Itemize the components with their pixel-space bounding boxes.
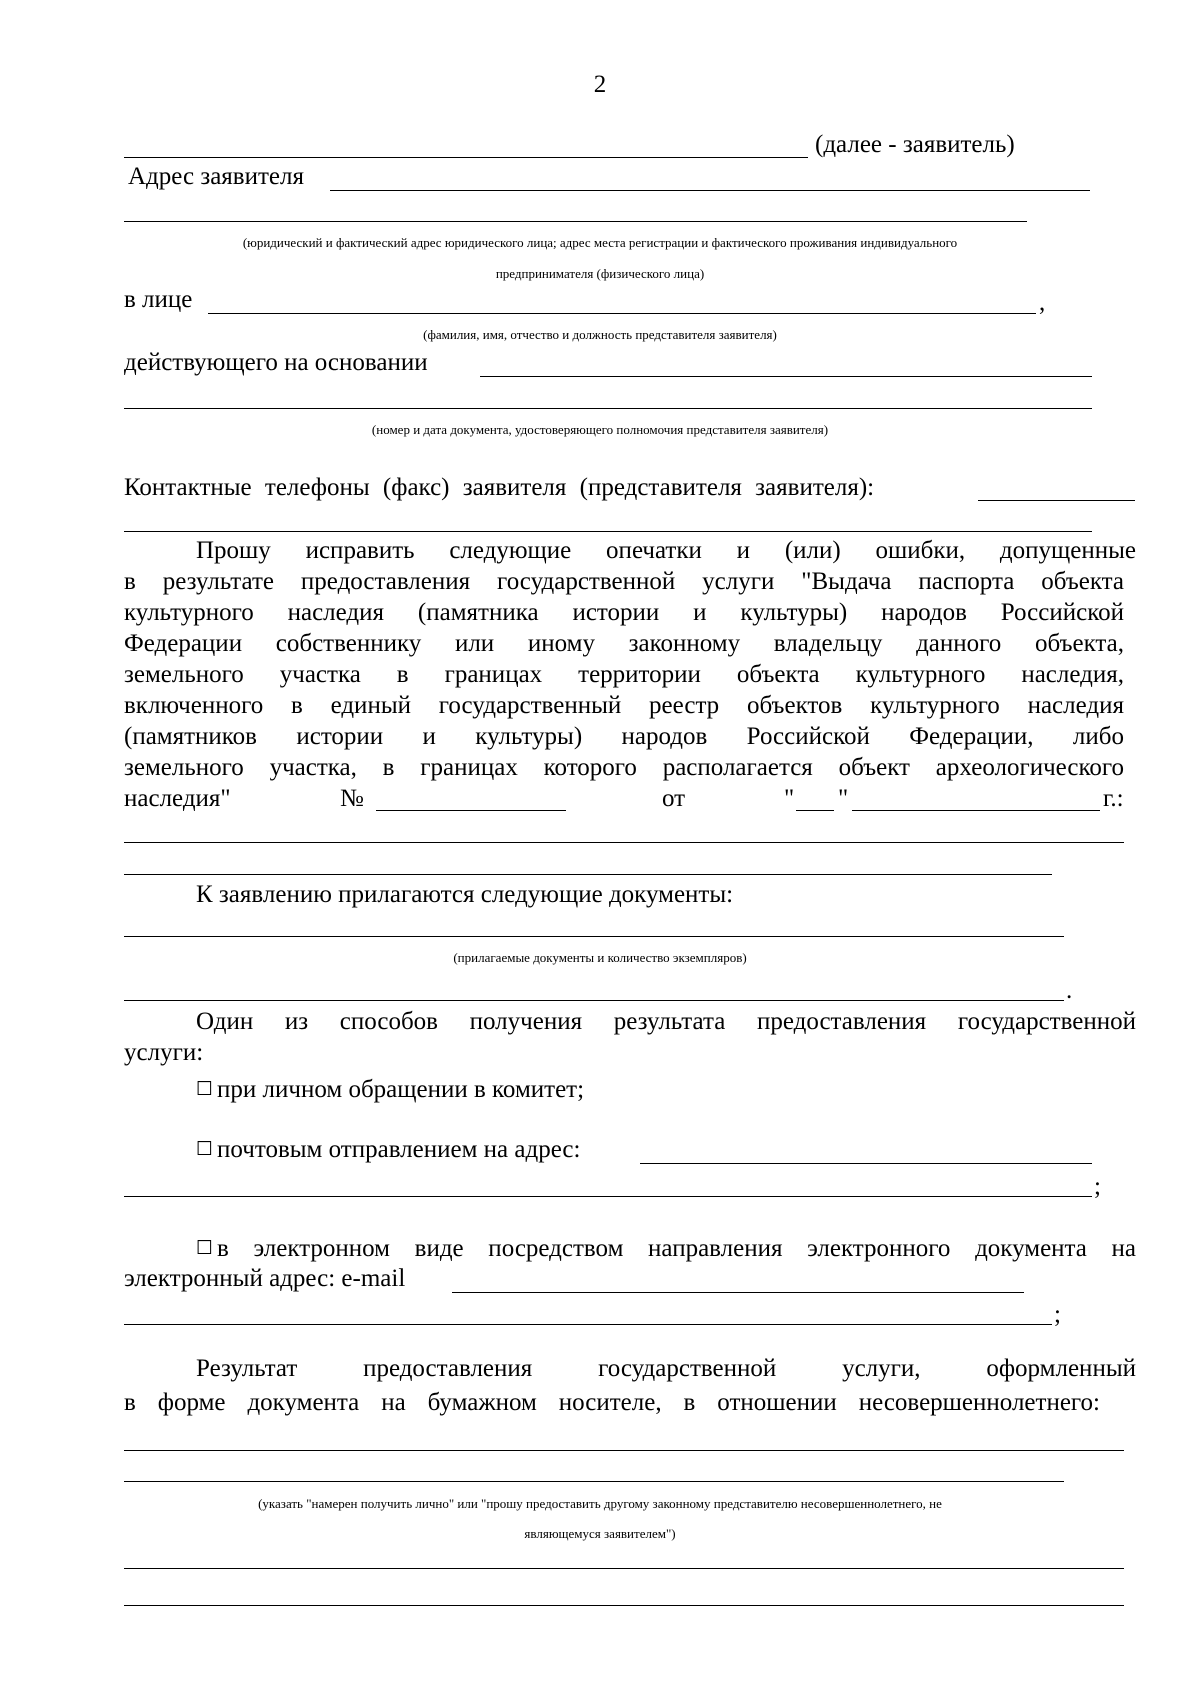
request-line-3: культурного наследия (памятника истории и культуры) народов Российской <box>124 599 1124 626</box>
address-line[interactable] <box>330 190 1090 191</box>
basis-note: (номер и дата документа, удостоверяющего полномочия представителя заявителя) <box>371 422 829 437</box>
request-line-1: Прошу исправить следующие опечатки и (или) ошибки, допущенные <box>196 537 1136 564</box>
address-note-1: (юридический и фактический адрес юридического лица; адрес места регистрации и фактического проживания индивидуального <box>242 235 958 250</box>
number-sign: № <box>340 785 364 812</box>
option-post[interactable] <box>196 1137 580 1162</box>
option-post-label: почтовым отправлением на адрес: <box>217 1136 581 1163</box>
option-personal-label: при личном обращении в комитет; <box>217 1076 585 1103</box>
result-line-a[interactable] <box>124 1450 1124 1451</box>
address-line-2[interactable] <box>124 221 1027 222</box>
request-line-2: в результате предоставления государственной услуги "Выдача паспорта объекта <box>124 568 1124 595</box>
phones-line[interactable] <box>978 500 1135 501</box>
result-line-2: в форме документа на бумажном носителе, в отношении несовершеннолетнего: <box>124 1389 1100 1416</box>
attachments-note: (прилагаемые документы и количество экземпляров) <box>453 950 747 965</box>
checkbox-electronic[interactable]: ☐ <box>196 1237 214 1259</box>
post-address-line[interactable] <box>640 1163 1092 1164</box>
post-address-line-2[interactable] <box>124 1196 1092 1197</box>
checkbox-post[interactable]: ☐ <box>196 1138 214 1160</box>
option-electronic-label: в электронном виде посредством направления электронного документа на <box>217 1235 1136 1262</box>
month-year-line[interactable] <box>852 810 1100 811</box>
option-electronic-line-2: электронный адрес: e-mail <box>124 1265 406 1292</box>
attachments-label: К заявлению прилагаются следующие документы: <box>196 881 734 908</box>
email-line[interactable] <box>452 1292 1024 1293</box>
checkbox-personal[interactable]: ☐ <box>196 1078 214 1100</box>
option-personal[interactable] <box>196 1077 584 1102</box>
request-detail-line-1[interactable] <box>124 842 1124 843</box>
post-end: ; <box>1094 1173 1101 1200</box>
quote-open: " <box>784 785 795 812</box>
result-note-2: являющемуся заявителем") <box>524 1526 676 1541</box>
email-line-2[interactable] <box>124 1324 1052 1325</box>
address-note-2: предпринимателя (физического лица) <box>495 266 705 281</box>
number-line[interactable] <box>376 810 566 811</box>
result-line-1: Результат предоставления государственной услуги, оформленный <box>196 1355 1136 1382</box>
request-line-7: (памятников истории и культуры) народов Российской Федерации, либо <box>124 723 1124 750</box>
applicant-suffix: (далее - заявитель) <box>815 131 1015 158</box>
applicant-name-line[interactable] <box>124 157 808 158</box>
electronic-end: ; <box>1054 1301 1061 1328</box>
result-note-1: (указать "намерен получить лично" или "прошу предоставить другому законному представителю несовершеннолетнего, не <box>258 1496 942 1511</box>
request-detail-line-2[interactable] <box>124 874 1052 875</box>
person-label: в лице <box>124 286 193 313</box>
request-line-8: земельного участка, в границах которого располагается объект археологического <box>124 754 1124 781</box>
result-line-b[interactable] <box>124 1481 1064 1482</box>
basis-line-2[interactable] <box>124 408 1092 409</box>
request-line-5: земельного участка в границах территории объекта культурного наследия, <box>124 661 1124 688</box>
basis-label: действующего на основании <box>124 349 428 376</box>
request-line-4: Федерации собственнику или иному законному владельцу данного объекта, <box>124 630 1124 657</box>
page-number: 2 <box>593 71 607 98</box>
basis-line[interactable] <box>480 376 1092 377</box>
option-electronic[interactable] <box>196 1236 1136 1261</box>
person-line[interactable] <box>208 313 1036 314</box>
attachments-end-dot: . <box>1066 977 1073 1004</box>
phones-label: Контактные телефоны (факс) заявителя (представителя заявителя): <box>124 474 875 501</box>
request-line-6: включенного в единый государственный реестр объектов культурного наследия <box>124 692 1124 719</box>
year-suffix: г.: <box>1103 785 1124 812</box>
attachments-line-2[interactable] <box>124 1000 1064 1001</box>
attachments-line[interactable] <box>124 936 1064 937</box>
address-label: Адрес заявителя <box>128 163 304 190</box>
request-last-word: наследия" <box>124 785 231 812</box>
result-line-c[interactable] <box>124 1568 1124 1569</box>
methods-intro-line-2: услуги: <box>124 1039 204 1066</box>
person-comma: , <box>1039 289 1046 316</box>
person-note: (фамилия, имя, отчество и должность представителя заявителя) <box>423 327 777 342</box>
quote-close: " <box>838 785 849 812</box>
from-word: от <box>662 785 686 812</box>
phones-line-2[interactable] <box>124 531 1092 532</box>
methods-intro-line-1: Один из способов получения результата предоставления государственной <box>196 1008 1136 1035</box>
result-line-d[interactable] <box>124 1605 1124 1606</box>
day-line[interactable] <box>796 810 834 811</box>
